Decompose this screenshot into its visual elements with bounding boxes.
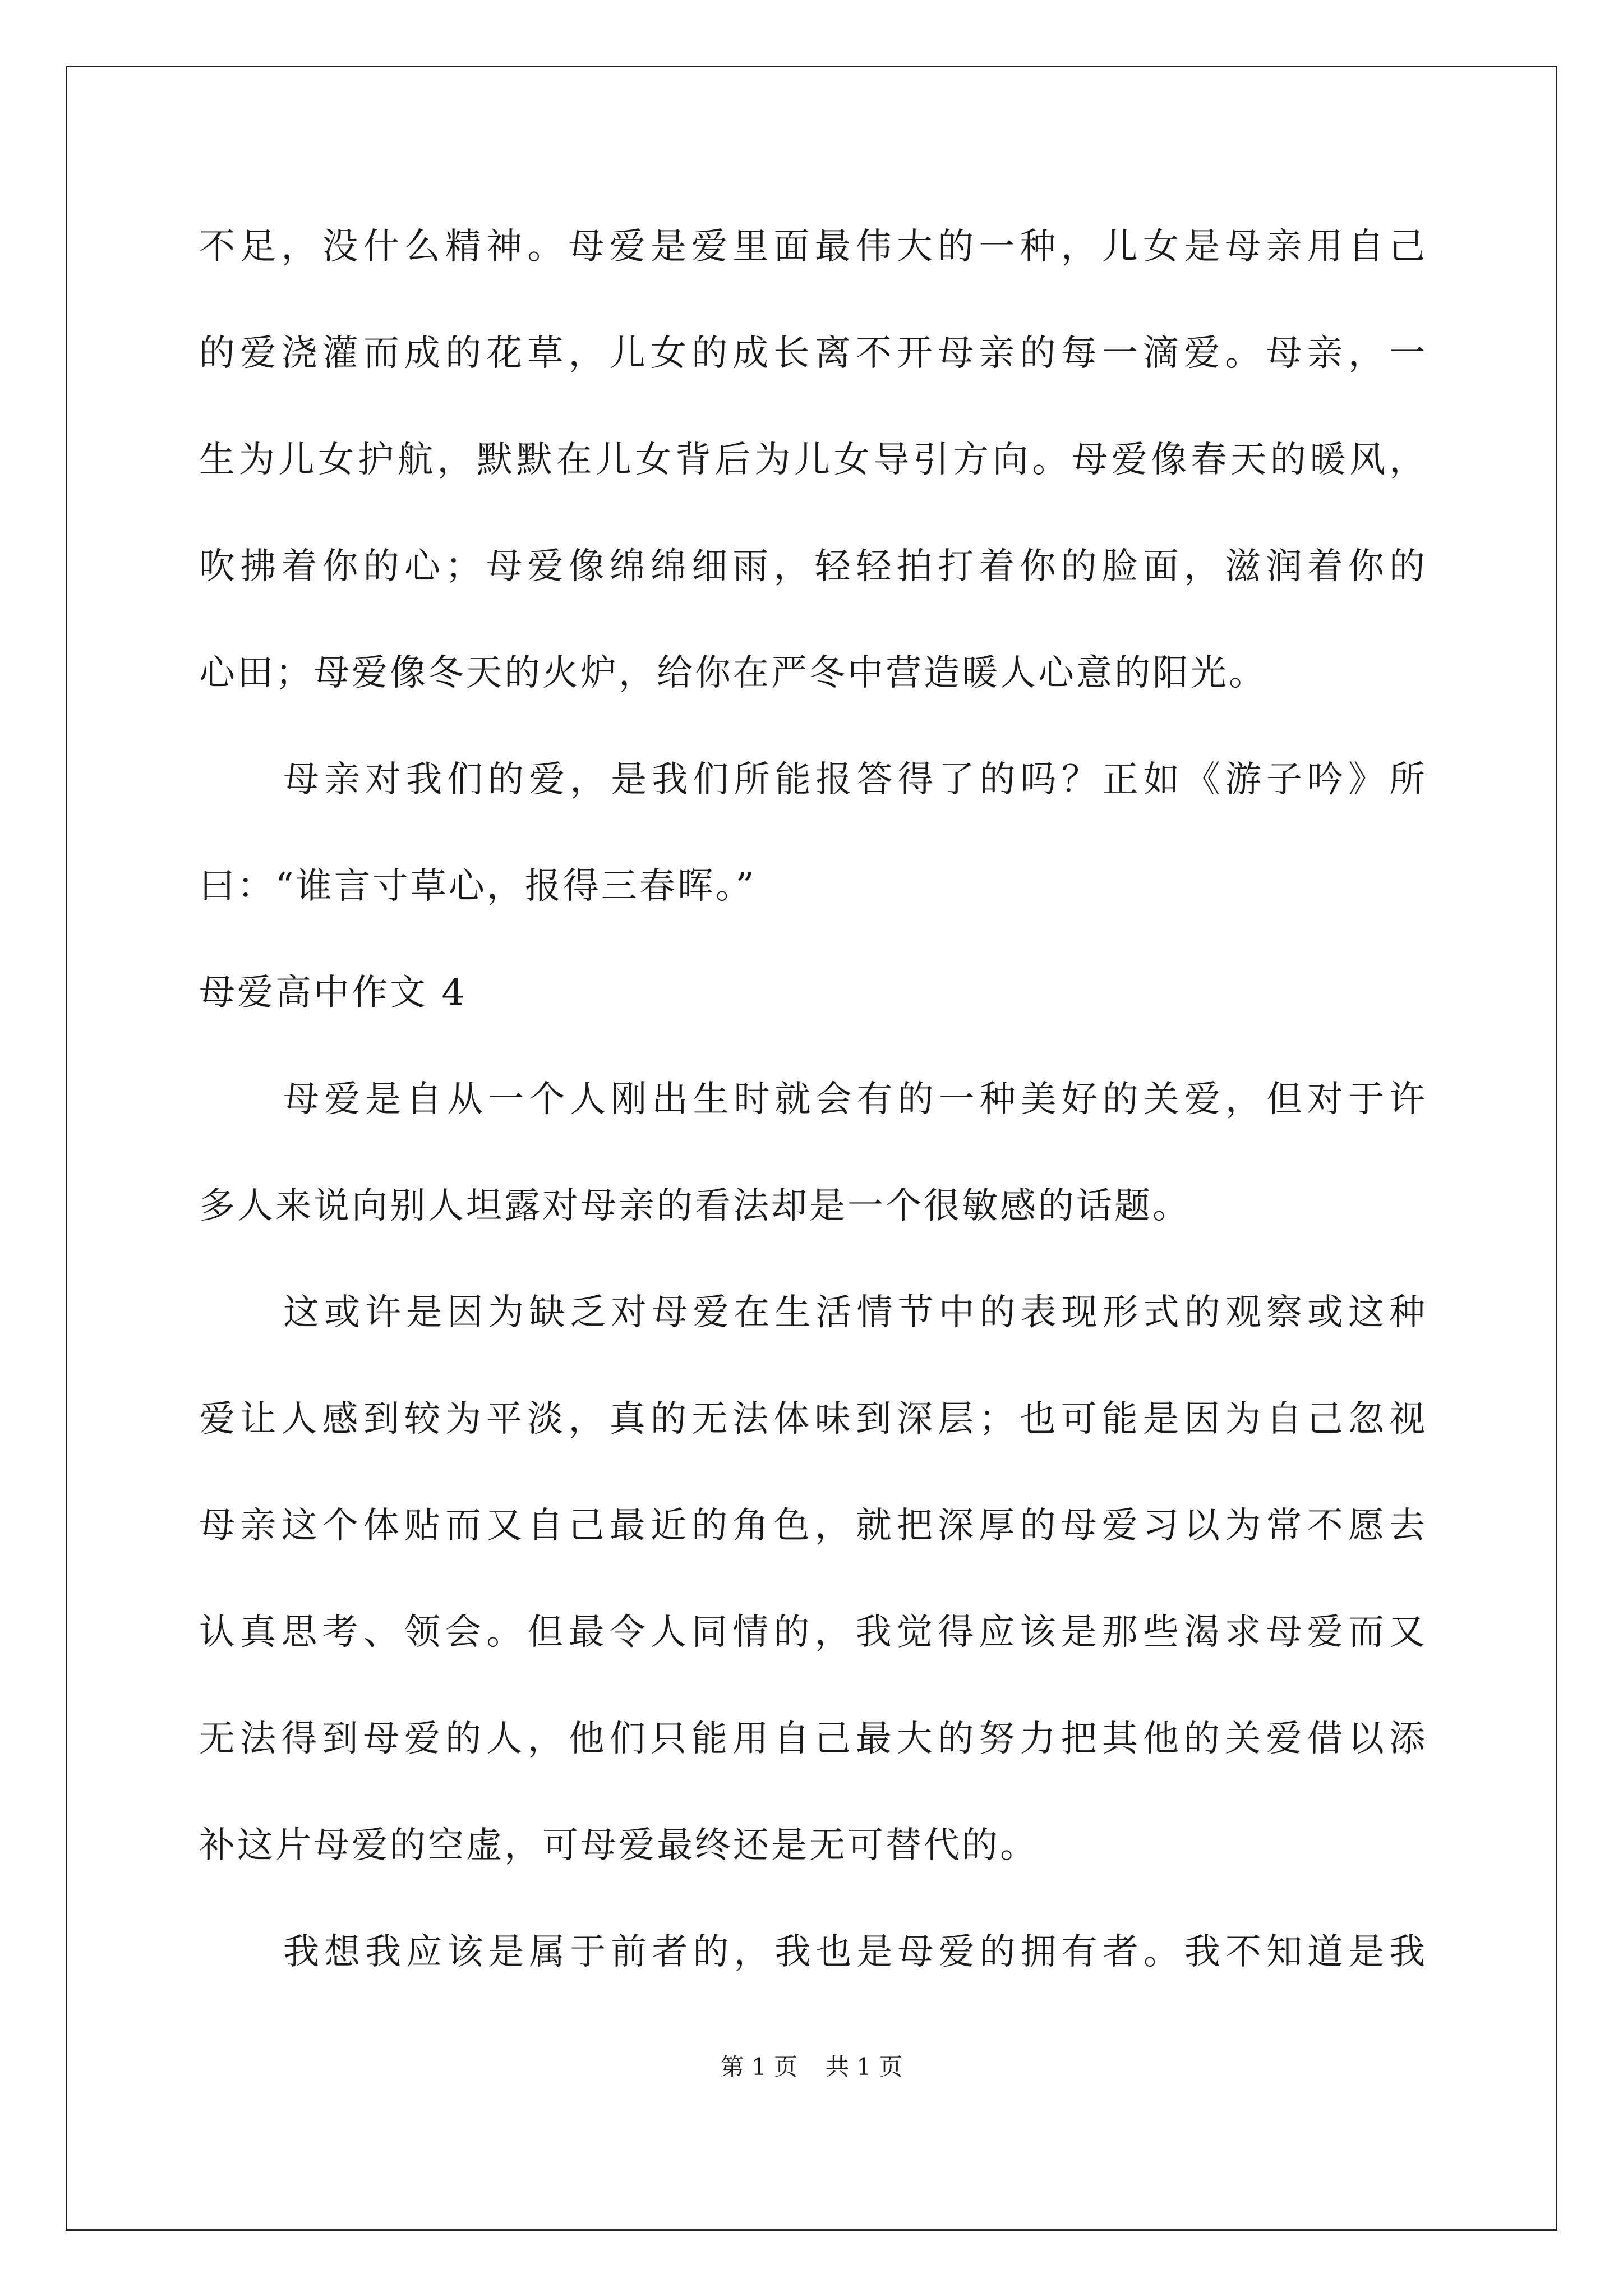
page-number-total: 共 1 页 [826, 2053, 903, 2081]
page-footer [0, 2050, 1623, 2084]
document-body [199, 213, 1427, 2025]
text-line-4: 吹拂着你的心；母爱像绵绵细雨，轻轻拍打着你的脸面，滋润着你的 [199, 546, 1427, 587]
text-line-14: 认真思考、领会。但最令人同情的，我觉得应该是那些渴求母爱而又 [199, 1612, 1427, 1653]
page-number-current: 第 1 页 [720, 2053, 797, 2081]
text-line-5: 心田；母爱像冬天的火炉，给你在严冬中营造暖人心意的阳光。 [199, 652, 1267, 694]
text-line-13: 母亲这个体贴而又自己最近的角色，就把深厚的母爱习以为常不愿去 [199, 1505, 1427, 1547]
text-line-1: 不足，没什么精神。母爱是爱里面最伟大的一种，儿女是母亲用自己 [199, 226, 1427, 268]
text-line-17: 我想我应该是属于前者的，我也是母爱的拥有者。我不知道是我 [283, 1931, 1427, 1973]
section-heading: 母爱高中作文 4 [199, 972, 467, 1014]
text-line-11: 这或许是因为缺乏对母爱在生活情节中的表现形式的观察或这种 [283, 1292, 1427, 1333]
text-line-9: 母爱是自从一个人刚出生时就会有的一种美好的关爱，但对于许 [283, 1079, 1427, 1120]
text-line-6: 母亲对我们的爱，是我们所能报答得了的吗？正如《游子吟》所 [283, 759, 1427, 800]
text-line-15: 无法得到母爱的人，他们只能用自己最大的努力把其他的关爱借以添 [199, 1718, 1427, 1760]
text-line-10: 多人来说向别人坦露对母亲的看法却是一个很敏感的话题。 [199, 1185, 1191, 1227]
text-line-2: 的爱浇灌而成的花草，儿女的成长离不开母亲的每一滴爱。母亲，一 [199, 333, 1427, 374]
text-line-16: 补这片母爱的空虚，可母爱最终还是无可替代的。 [199, 1825, 1038, 1866]
text-line-7: 曰：“谁言寸草心，报得三春晖。” [199, 866, 757, 907]
text-line-12: 爱让人感到较为平淡，真的无法体味到深层；也可能是因为自己忽视 [199, 1398, 1427, 1440]
text-line-3: 生为儿女护航，默默在儿女背后为儿女导引方向。母爱像春天的暖风， [199, 439, 1427, 481]
